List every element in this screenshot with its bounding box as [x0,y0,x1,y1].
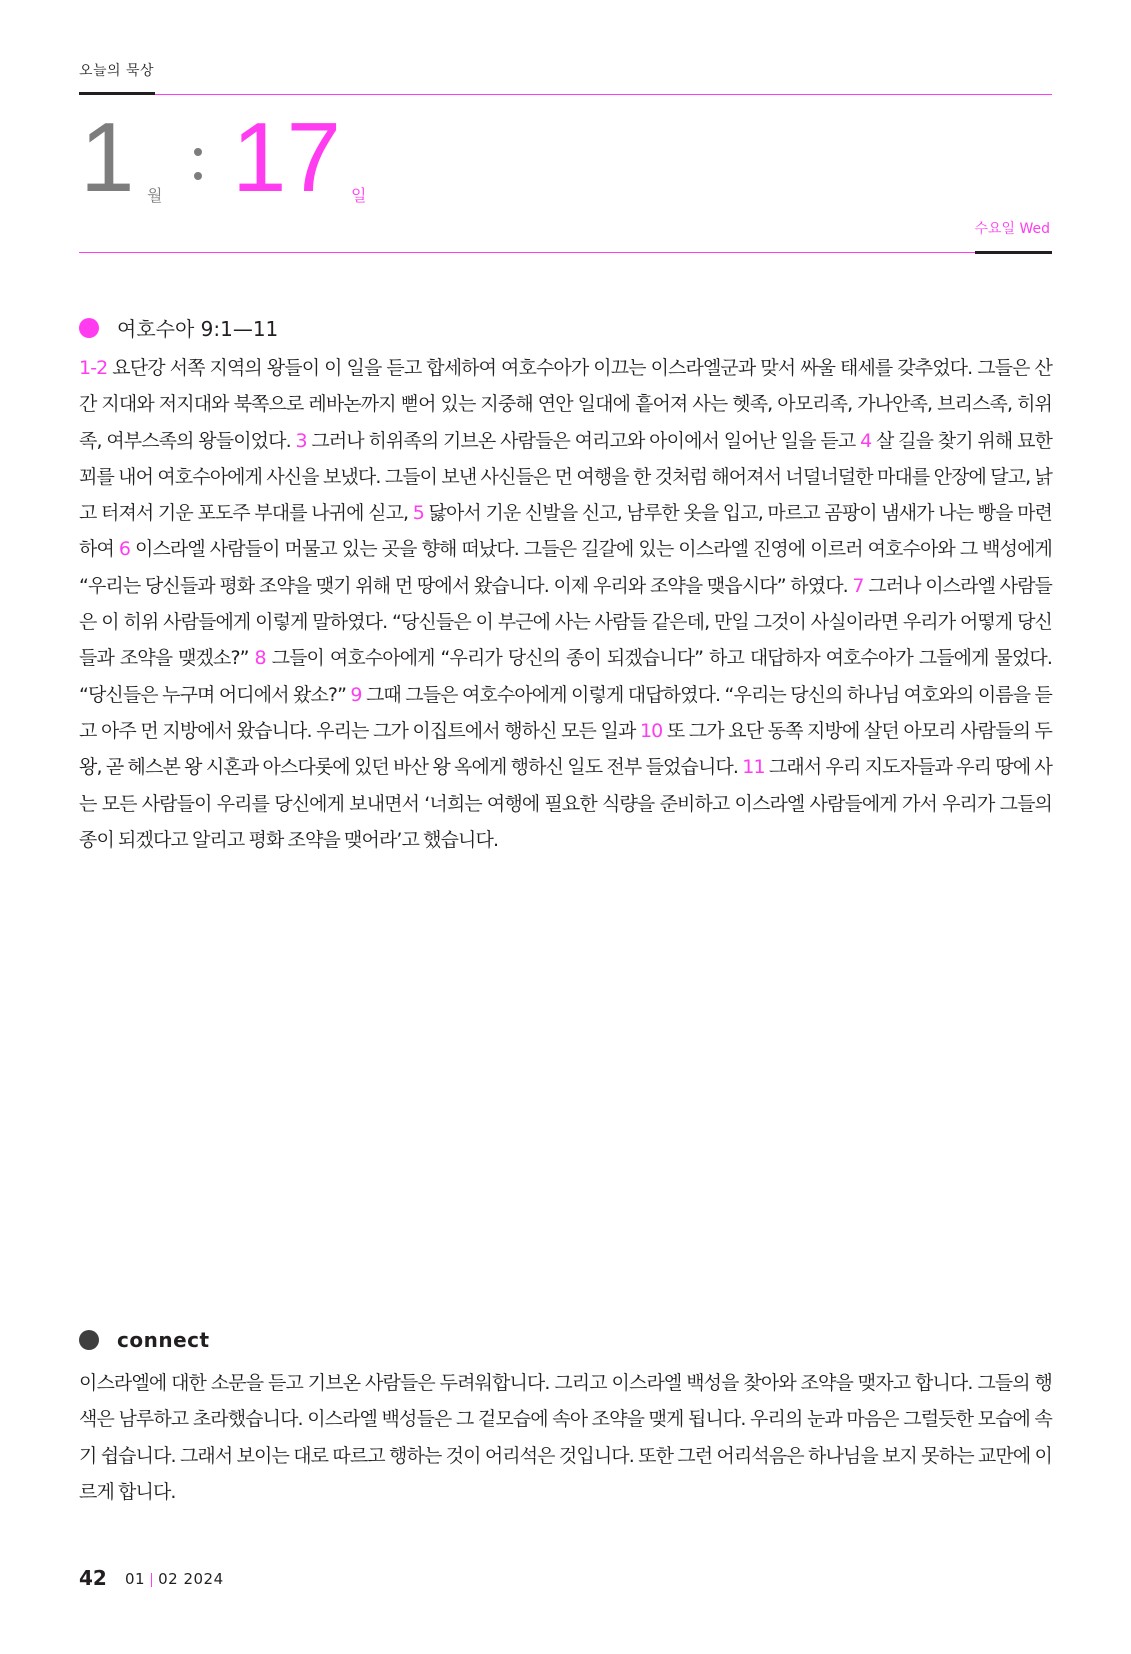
bullet-dot-icon [79,318,99,338]
date-day: 17 [232,102,342,212]
scripture-heading [79,313,278,342]
verse-text: 닳아서 기운 신발을 신고, 남루한 옷을 입고, 마르고 곰팡이 냄새가 나는 빵을 마련하여 [79,502,1053,561]
issue-month: 01 [125,1570,146,1588]
bullet-dot-icon [79,1330,99,1350]
verse-text: 그래서 우리 지도자들과 우리 땅에 사는 모든 사람들이 우리를 당신에게 보내면서 ‘너희는 여행에 필요한 식량을 준비하고 이스라엘 사람들에게 가서 우리가 그들의 종이 되겠다고 알리고 평화 조약을 맺어라’고 했습니다. [79,756,1053,851]
verse-text: 이스라엘 사람들이 머물고 있는 곳을 향해 떠났다. 그들은 길갈에 있는 이스라엘 진영에 이르러 여호수아와 그 백성에게 “우리는 당신들과 평화 조약을 맺기 위해 먼 땅에서 왔습니다. 이제 우리와 조약을 맺읍시다” 하였다. [79,538,1052,597]
verse-text: 요단강 서쪽 지역의 왕들이 이 일을 듣고 합세하여 여호수아가 이끄는 이스라엘군과 맞서 싸울 태세를 갖추었다. 그들은 산간 지대와 저지대와 북쪽으로 레바논까지 뻗어 있는 지중해 연안 일대에 흩어져 사는 헷족, 아모리족, 가나안족, 브리스족, 히위족, 여부스족의 왕들이었다. [79,357,1052,452]
verse-number: 5 [412,502,424,525]
connect-title: connect [117,1328,210,1352]
day-unit: 일 [351,186,367,205]
verse-text: 그들이 여호수아에게 “우리가 당신의 종이 되겠습니다” 하고 대답하자 여호수아가 그들에게 물었다. “당신들은 누구며 어디에서 왔소?” [79,647,1052,706]
issue-date [125,1570,224,1588]
month-unit: 월 [147,186,163,205]
verse-text: 그러나 이스라엘 사람들은 이 히위 사람들에게 이렇게 말하였다. “당신들은 이 부근에 사는 사람들 같은데, 만일 그것이 사실이라면 우리가 어떻게 당신들과 조약을 맺겠소?” [79,574,1052,670]
verse-text: 그때 그들은 여호수아에게 이렇게 대답하였다. “우리는 당신의 하나님 여호와의 이름을 듣고 아주 먼 지방에서 왔습니다. 우리는 그가 이집트에서 행하신 모든 일과 [79,683,1052,742]
issue-separator [151,1573,152,1587]
date-divider [79,252,1052,253]
section-label: 오늘의 묵상 [79,63,155,79]
connect-heading [79,1328,210,1352]
date-month: 1 [80,102,135,212]
scripture-reference: 여호수아 9:1—11 [117,317,279,341]
verse-text: 그러나 히위족의 기브온 사람들은 여리고와 아이에서 일어난 일을 듣고 [306,429,861,452]
date-divider-accent [975,251,1052,254]
verse-number: 10 [639,719,663,742]
page-number: 42 [79,1566,107,1590]
verse-number: 4 [860,429,872,452]
verse-text: 살 길을 찾기 위해 묘한 꾀를 내어 여호수아에게 사신을 보냈다. 그들이 보낸 사신들은 먼 여행을 한 것처럼 해어져서 너덜너덜한 마대를 안장에 달고, 낡고 터져서 기운 포도주 부대를 나귀에 싣고, [79,429,1052,525]
scripture-text [79,350,1052,858]
verse-number: 8 [254,647,266,670]
verse-number: 9 [350,683,362,706]
verse-number: 11 [742,756,765,779]
connect-text: 이스라엘에 대한 소문을 듣고 기브온 사람들은 두려워합니다. 그리고 이스라엘 백성을 찾아와 조약을 맺자고 합니다. 그들의 행색은 남루하고 초라했습니다. 이스라엘 백성들은 그 겉모습에 속아 조약을 맺게 됩니다. 우리의 눈과 마음은 그럴듯한 모습에 속기 쉽습니다. 그래서 보이는 대로 따르고 행하는 것이 어리석은 것입니다. 또한 그런 어리석음은 하나님을 보지 못하는 교만에 이르게 합니다. [79,1372,1052,1503]
verse-number: 1-2 [79,357,108,379]
top-divider-accent [79,92,155,95]
verse-number: 7 [852,574,864,597]
verse-number: 6 [118,538,131,561]
date-colon [194,148,202,196]
weekday: 수요일 Wed [974,221,1050,237]
issue-rest: 02 2024 [158,1570,224,1588]
verse-number: 3 [295,429,307,452]
verse-text: 또 그가 요단 동쪽 지방에 살던 아모리 사람들의 두 왕, 곧 헤스본 왕 시혼과 아스다롯에 있던 바산 왕 옥에게 행하신 일도 전부 들었습니다. [79,719,1053,779]
top-divider [79,94,1052,95]
